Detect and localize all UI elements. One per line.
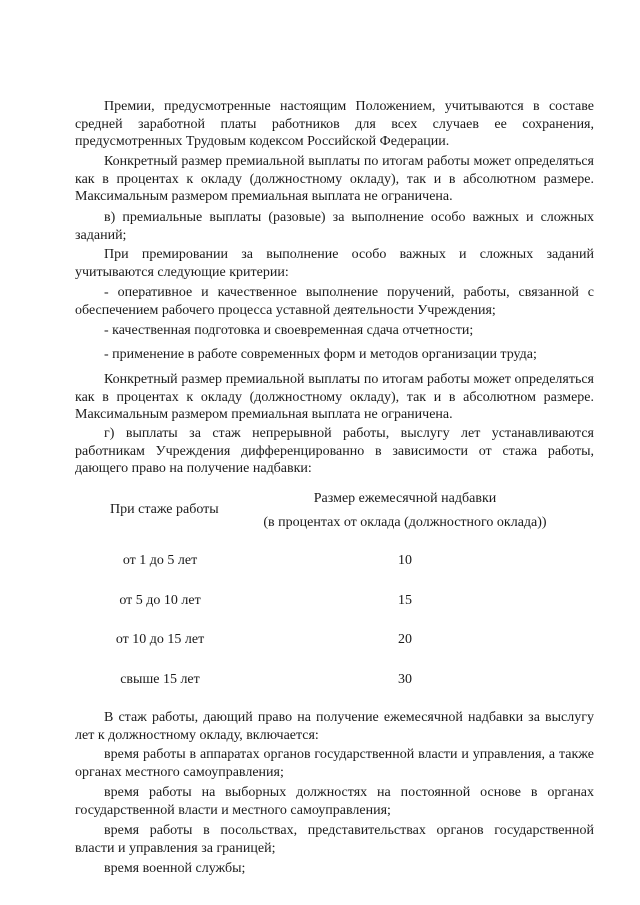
table-row-percent: 30: [398, 672, 412, 687]
paragraph-stazh-2: время работы на выборных должностях на постоянной основе в органах государственной власти и местного самоуправления;: [75, 785, 594, 818]
table-header-percent-title: Размер ежемесячной надбавки: [313, 491, 497, 506]
table-header-percent-subtitle: (в процентах от оклада (должностного оклада)): [263, 515, 547, 530]
paragraph-kriterii-3: - применение в работе современных форм и методов организации труда;: [104, 347, 537, 362]
table-row-percent: 20: [398, 632, 412, 647]
paragraph-konkretnyi-razmer-1: Конкретный размер премиальной выплаты по итогам работы может определяться как в процентах к окладу (должностному окладу), так и в абсолютном размере. Максимальным размером премиальная выплата не ограничена.: [75, 154, 594, 204]
table-row-percent: 10: [398, 553, 412, 568]
paragraph-kriterii-intro: При премировании за выполнение особо важных и сложных заданий учитываются следующие критерии:: [75, 247, 594, 280]
paragraph-kriterii-2: - качественная подготовка и своевременная сдача отчетности;: [104, 323, 474, 338]
paragraph-stazh-4: время военной службы;: [104, 861, 246, 876]
table-row-period: от 10 до 15 лет: [115, 632, 205, 647]
paragraph-konkretnyi-razmer-2: Конкретный размер премиальной выплаты по итогам работы может определяться как в процентах к окладу (должностному окладу), так и в абсолютном размере. Максимальным размером премиальная выплата не ограничена.: [75, 372, 594, 422]
paragraph-stazh-1: время работы в аппаратах органов государственной власти и управления, а также органах местного самоуправления;: [75, 747, 594, 780]
paragraph-premii: Премии, предусмотренные настоящим Положением, учитываются в составе средней заработной платы работников для всех случаев ее сохранения, предусмотренных Трудовым кодексом Российской Федерации.: [75, 99, 594, 149]
paragraph-kriterii-1: - оперативное и качественное выполнение поручений, работы, связанной с обеспечением рабочего процесса уставной деятельности Учреждения;: [75, 285, 594, 318]
table-header-period: При стаже работы: [110, 502, 219, 517]
table-row-period: от 1 до 5 лет: [122, 553, 198, 568]
paragraph-stazh-3: время работы в посольствах, представительствах органов государственной власти и управления за границей;: [75, 823, 594, 856]
paragraph-stazh-intro: В стаж работы, дающий право на получение ежемесячной надбавки за выслугу лет к должностному окладу, включается:: [75, 710, 594, 743]
paragraph-punkt-v: в) премиальные выплаты (разовые) за выполнение особо важных и сложных заданий;: [75, 210, 594, 243]
table-row-period: от 5 до 10 лет: [119, 593, 201, 608]
paragraph-punkt-g: г) выплаты за стаж непрерывной работы, выслугу лет устанавливаются работникам Учреждения дифференцированно в зависимости от стажа работы, дающего право на получение надбавки:: [75, 426, 594, 476]
table-row-percent: 15: [398, 593, 412, 608]
table-row-period: свыше 15 лет: [120, 672, 200, 687]
